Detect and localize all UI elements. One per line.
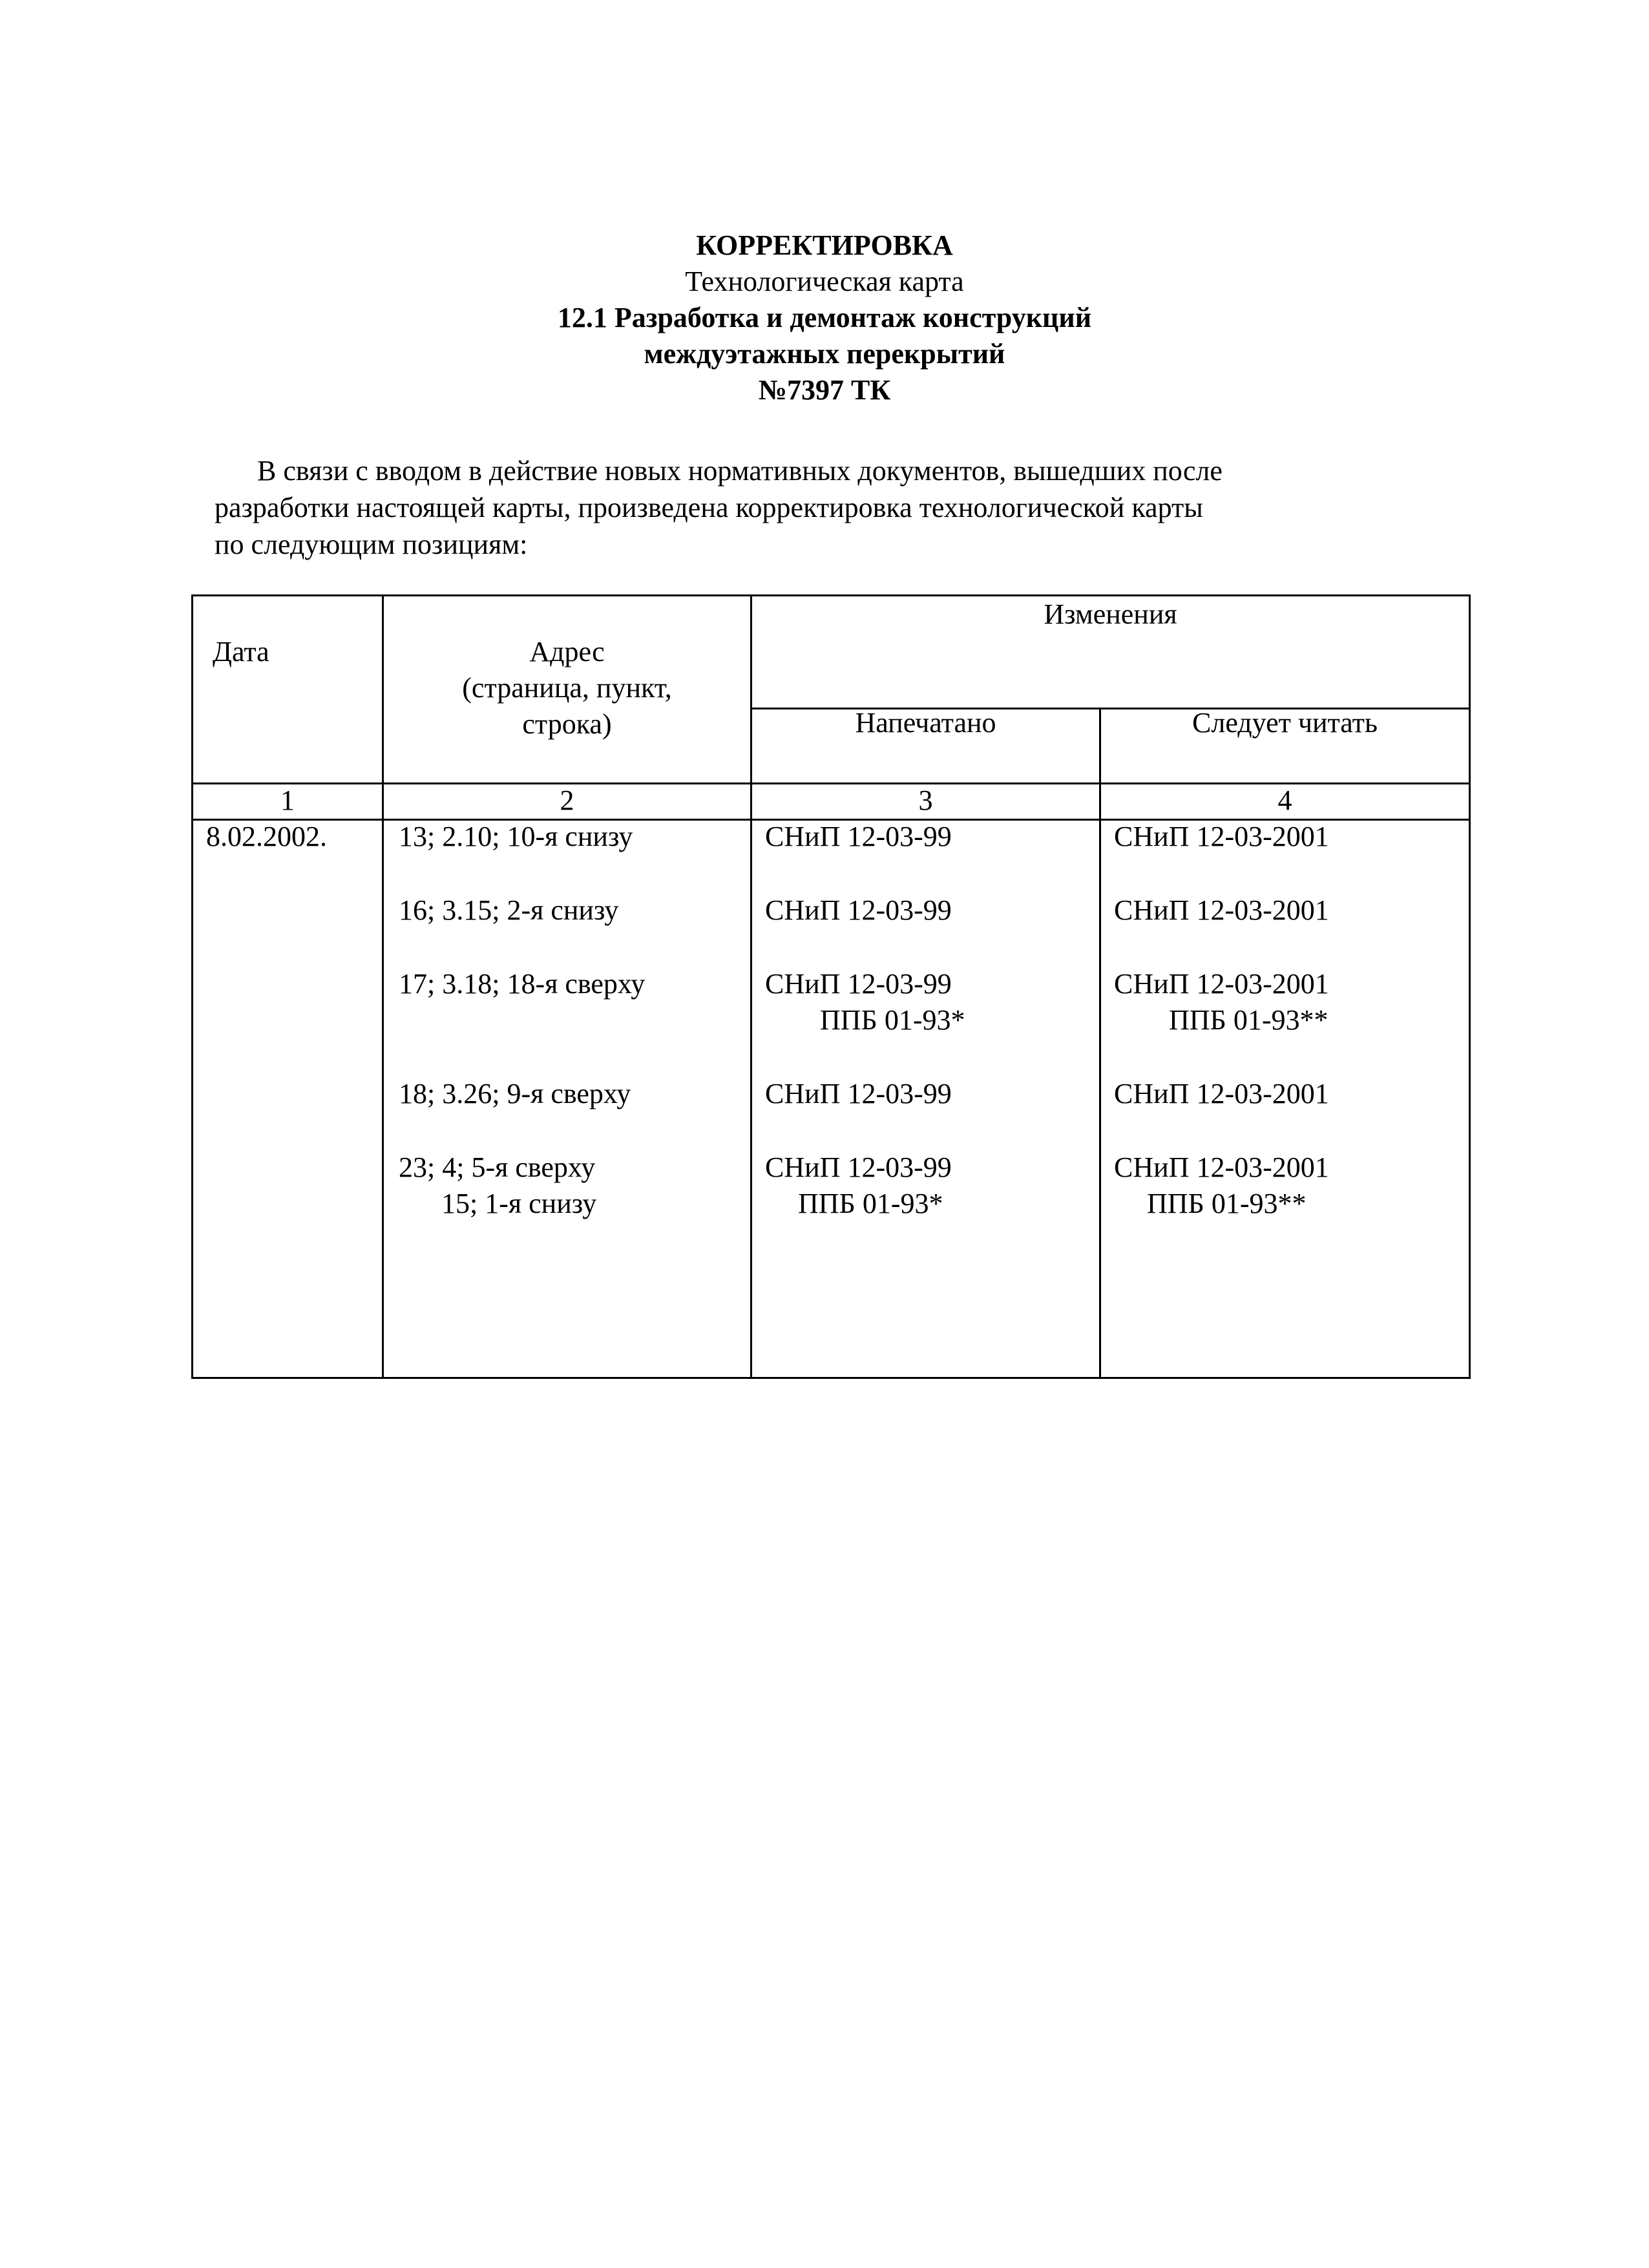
document-name-line2: междуэтажных перекрытий	[644, 338, 1005, 370]
row-1-should-read: СНиП 12-03-2001	[1114, 821, 1329, 852]
header-address	[384, 634, 750, 742]
row-1-printed: СНиП 12-03-99	[765, 821, 952, 852]
row-3-should-read-1: СНиП 12-03-2001	[1114, 968, 1329, 1000]
row-5-printed-1: СНиП 12-03-99	[765, 1151, 952, 1183]
row-2-should-read: СНиП 12-03-2001	[1114, 894, 1329, 926]
column-number-1: 1	[280, 784, 295, 816]
row-3-printed-1: СНиП 12-03-99	[765, 968, 952, 1000]
row-4-should-read: СНиП 12-03-2001	[1114, 1078, 1329, 1109]
row-2-printed: СНиП 12-03-99	[765, 894, 952, 926]
header-address-line3: строка)	[522, 708, 612, 740]
row-3-should-read-2: ППБ 01-93**	[1169, 1004, 1329, 1036]
row-5-should-read-2: ППБ 01-93**	[1147, 1188, 1307, 1219]
document-title: КОРРЕКТИРОВКА	[696, 229, 953, 261]
intro-paragraph	[215, 452, 1442, 563]
row-5-printed-2: ППБ 01-93*	[798, 1188, 943, 1219]
row-3-address: 17; 3.18; 18-я сверху	[399, 968, 646, 1000]
row-2-address: 16; 3.15; 2-я снизу	[399, 894, 619, 926]
row-5-address-2: 15; 1-я снизу	[441, 1188, 597, 1219]
row-4-printed: СНиП 12-03-99	[765, 1078, 952, 1109]
header-should-read: Следует читать	[1192, 707, 1378, 739]
header-printed: Напечатано	[855, 707, 996, 739]
document-header	[0, 227, 1649, 408]
document-name-line1: 12.1 Разработка и демонтаж конструкций	[557, 302, 1092, 333]
column-number-3: 3	[918, 784, 933, 816]
intro-line-1: В связи с вводом в действие новых нормативных документов, вышедших после	[257, 455, 1223, 487]
row-5-address-1: 23; 4; 5-я сверху	[399, 1151, 596, 1183]
row-1-address: 13; 2.10; 10-я снизу	[399, 821, 633, 852]
intro-line-2: разработки настоящей карты, произведена корректировка технологической карты	[215, 492, 1203, 523]
corrections-table	[191, 594, 1471, 1379]
header-address-line1: Адрес	[529, 636, 605, 667]
row-5-should-read-1: СНиП 12-03-2001	[1114, 1151, 1329, 1183]
header-address-line2: (страница, пункт,	[462, 672, 672, 704]
row-3-printed-2: ППБ 01-93*	[820, 1004, 965, 1036]
intro-line-3: по следующим позициям:	[215, 529, 528, 560]
document-subtitle: Технологическая карта	[685, 266, 964, 297]
column-number-4: 4	[1277, 784, 1292, 816]
header-changes: Изменения	[1044, 598, 1177, 630]
row-4-address: 18; 3.26; 9-я сверху	[399, 1078, 631, 1109]
row-date: 8.02.2002.	[206, 821, 327, 852]
header-date: Дата	[213, 636, 269, 667]
column-number-2: 2	[560, 784, 574, 816]
document-number: №7397 ТК	[758, 374, 891, 406]
